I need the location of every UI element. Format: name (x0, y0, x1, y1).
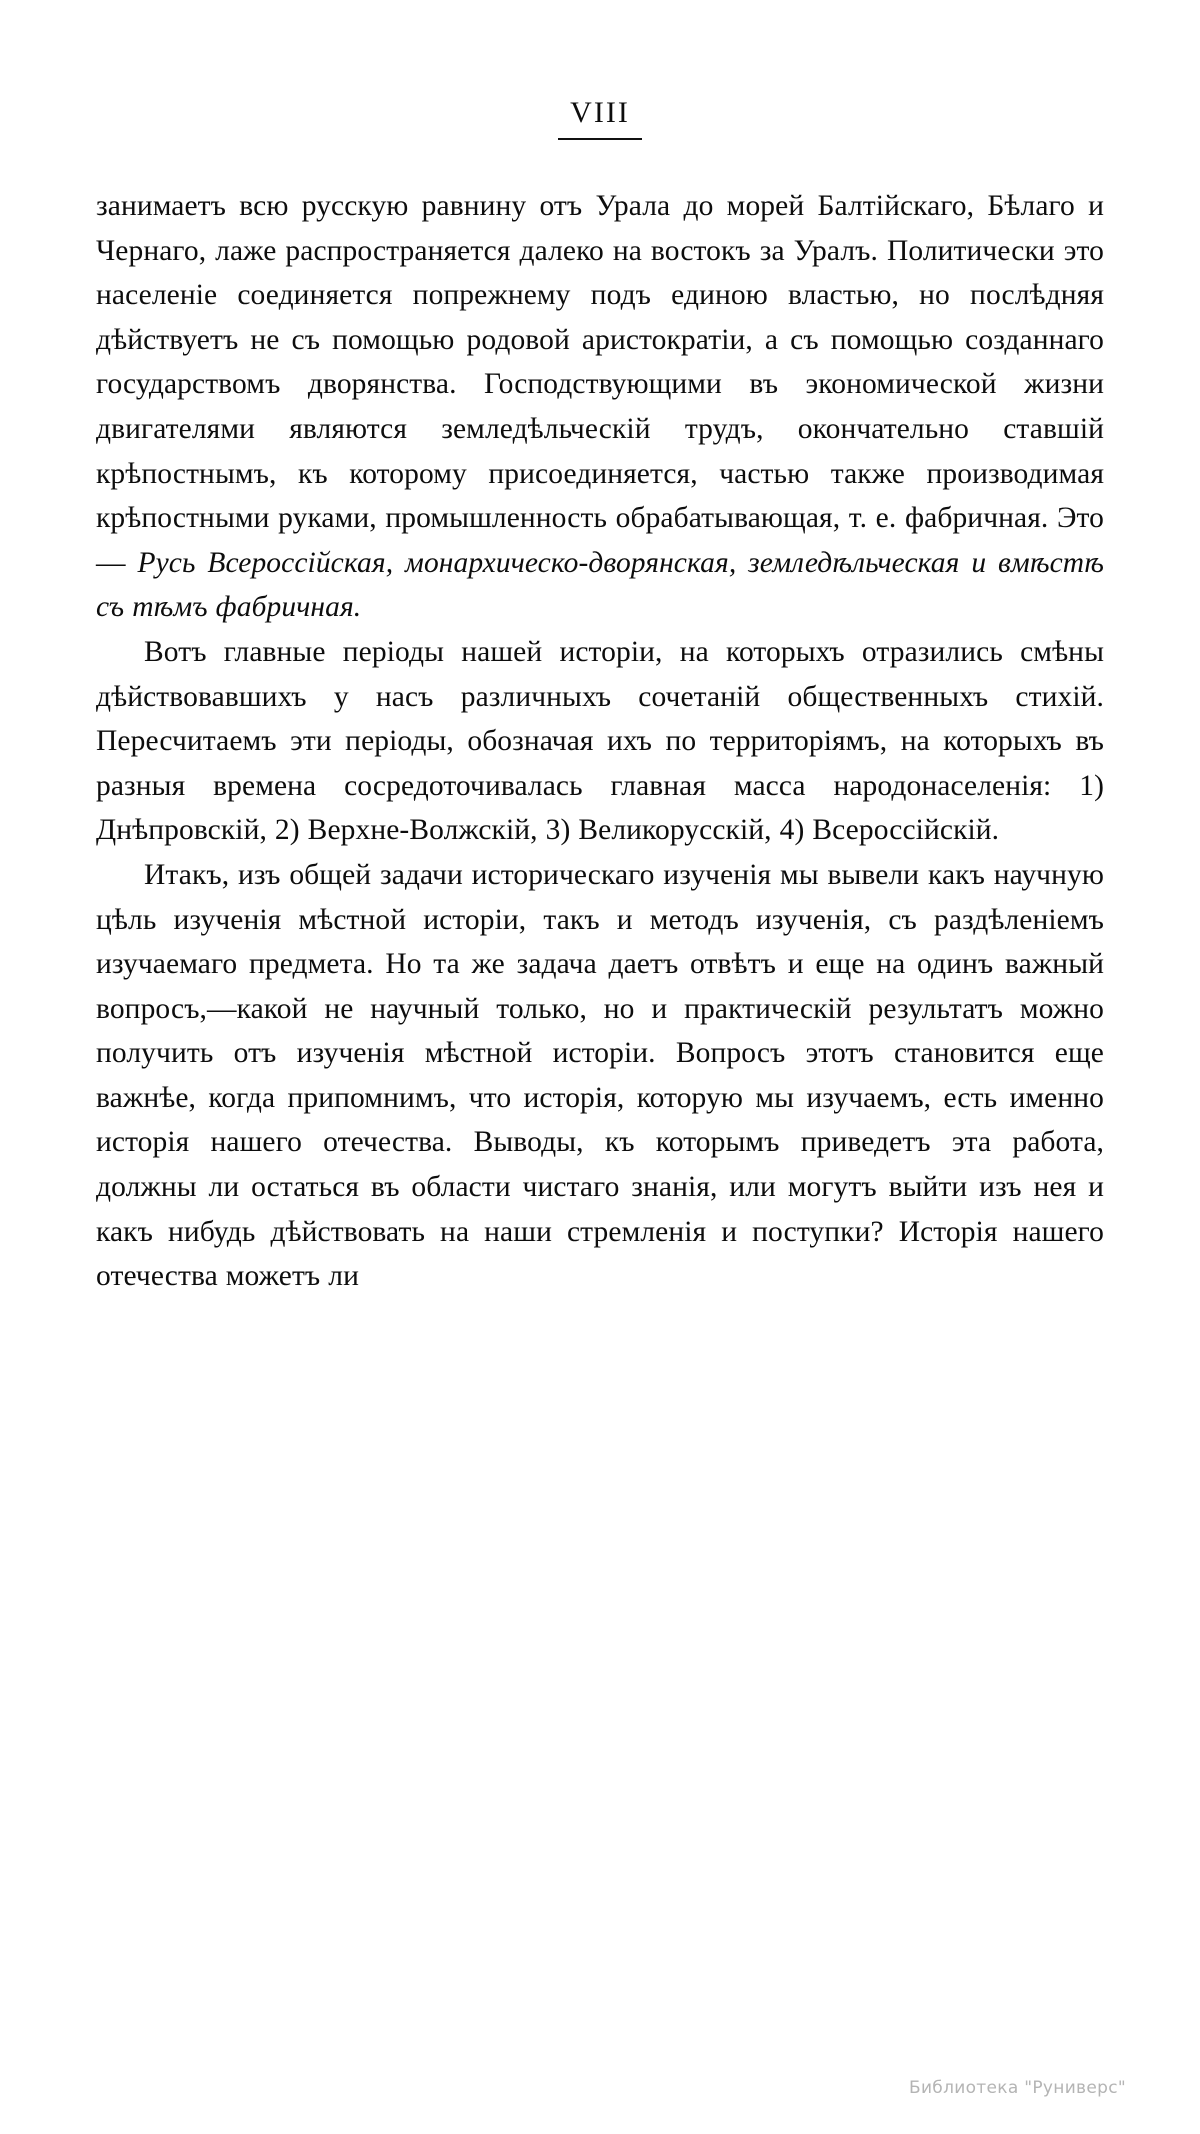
page-number: VIII (558, 96, 642, 140)
paragraph-3-text: Итакъ, изъ общей задачи историческаго изученія мы вывели какъ научную цѣль изученія мѣстной исторіи, такъ и методъ изученія, съ раздѣленіемъ изучаемаго предмета. Но та же задача даетъ отвѣтъ и еще на одинъ важный вопросъ,—какой не научный только, но и практическій результатъ можно получить отъ изученія мѣстной исторіи. Вопросъ этотъ становится еще важнѣе, когда припомнимъ, что исторія, которую мы изучаемъ, есть именно исторія нашего отечества. Выводы, къ которымъ приведетъ эта работа, должны ли остаться въ области чистаго знанія, или могутъ выйти изъ нея и какъ нибудь дѣйствовать на наши стремленія и поступки? Исторія нашего отечества можетъ ли (96, 858, 1104, 1293)
library-watermark: Библиотека "Руниверс" (909, 2078, 1126, 2098)
paragraph-1 (96, 184, 1104, 630)
paragraph-2-text: Вотъ главные періоды нашей исторіи, на которыхъ отразились смѣны дѣйствовавшихъ у насъ различныхъ сочетаній общественныхъ стихій. Пересчитаемъ эти періоды, обозначая ихъ по территоріямъ, на которыхъ въ разныя времена сосредоточивалась главная масса народонаселенія: 1) Днѣпровскій, 2) Верхне-Волжскій, 3) Великорусскій, 4) Всероссійскій. (96, 635, 1104, 847)
page-text-body (96, 184, 1104, 1299)
paragraph-1-text: занимаетъ всю русскую равнину отъ Урала до морей Балтійскаго, Бѣлаго и Чернаго, лаже распространяется далеко на востокъ за Уралъ. Политически это населеніе соединяется попрежнему подъ единою властью, но послѣдняя дѣйствуетъ не съ помощью родовой аристократіи, а съ помощью созданнаго государствомъ дворянства. Господствующими въ экономической жизни двигателями являются земледѣльческій трудъ, окончательно ставшій крѣпостнымъ, къ которому присоединяется, частью также производимая крѣпостными руками, промышленность обрабатывающая, т. е. фабричная. Это — (96, 190, 1104, 579)
page-header (0, 96, 1200, 140)
paragraph-2 (96, 630, 1104, 853)
paragraph-3 (96, 853, 1104, 1299)
document-page (0, 96, 1200, 2134)
paragraph-1-italic-tail: Русь Всероссійская, монархическо-дворянская, земледѣльческая и вмѣстѣ съ тѣмъ фабричная. (96, 546, 1104, 624)
